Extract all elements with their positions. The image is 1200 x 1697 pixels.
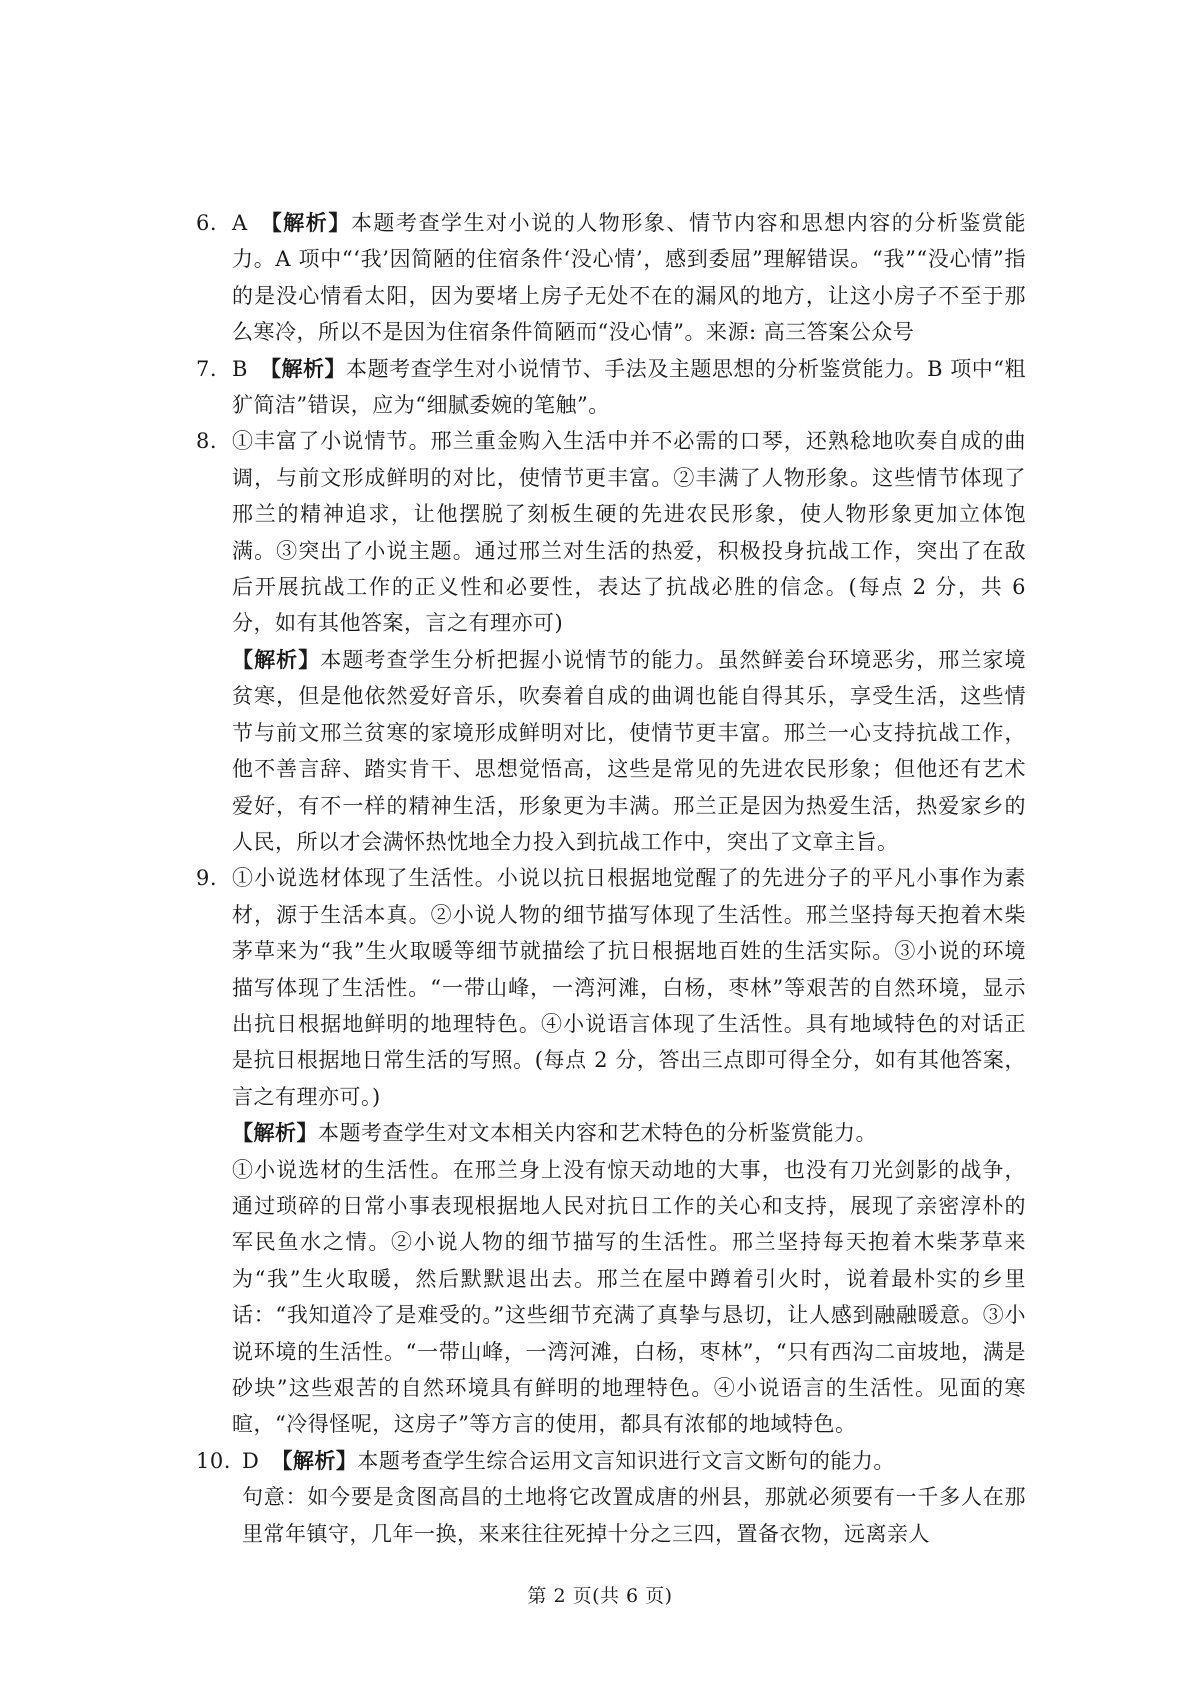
item-body — [232, 205, 1026, 351]
analysis-detail: ①小说选材的生活性。在邢兰身上没有惊天动地的大事，也没有刀光剑影的战争，通过琐碎的日常小事表现根据地人民对抗日工作的关心和支持，展现了亲密淳朴的军民鱼水之情。②小说人物的细节描写的生活性。邢兰坚持每天抱着木柴茅草来为“我”生火取暖，然后默默退出去。邢兰在屋中蹲着引火时，说着最朴实的乡里话：“我知道冷了是难受的。”这些细节充满了真挚与恳切，让人感到融融暖意。③小说环境的生活性。“一带山峰，一湾河滩，白杨，枣林”，“只有西沟二亩坡地，满是砂块”这些艰苦的自然环境具有鲜明的地理特色。④小说语言的生活性。见面的寒暄，“冷得怪呢，这房子”等方言的使用，都具有浓郁的地域特色。 — [232, 1157, 1026, 1437]
analysis-paragraph — [232, 1115, 1026, 1151]
analysis-tag: 【解析】 — [232, 646, 321, 672]
answer-text: ①丰富了小说情节。邢兰重金购入生活中并不必需的口琴，还熟稔地吹奏自成的曲调，与前文形成鲜明的对比，使情节更丰富。②丰满了人物形象。这些情节体现了邢兰的精神追求，让他摆脱了刻板生硬的先进农民形象，使人物形象更加立体饱满。③突出了小说主题。通过邢兰对生活的热爱，积极投身抗战工作，突出了在敌后开展抗战工作的正义性和必要性，表达了抗战必胜的信念。(每点 2 分，共 6 分，如有其他答案，言之有理亦可) — [232, 429, 1026, 636]
item-number: 10. — [196, 1448, 231, 1473]
analysis-tag: 【解析】 — [271, 1447, 358, 1473]
item-number: 7. — [196, 356, 218, 381]
analysis-tag: 【解析】 — [259, 355, 347, 381]
page-number: 第 2 页(共 6 页) — [527, 1585, 673, 1607]
translation-text: 句意：如今要是贪图高昌的土地将它改置成唐的州县，那就必须要有一千多人在那里常年镇守，几年一换，来来往往死掉十分之三四，置备衣物，远离亲人 — [242, 1485, 1026, 1546]
analysis-text: 本题考查学生对小说情节、手法及主题思想的分析鉴赏能力。B 项中“粗犷简洁”错误，应为“细腻委婉的笔触”。 — [232, 356, 1027, 418]
item-answer: B — [232, 356, 248, 381]
analysis-tag: 【解析】 — [259, 210, 351, 235]
analysis-paragraph — [232, 642, 1026, 860]
answer-item-6 — [196, 205, 1026, 351]
item-number: 6. — [196, 211, 218, 235]
analysis-text: 本题考查学生分析把握小说情节的能力。虽然鲜姜台环境恶劣，邢兰家境贫寒，但是他依然爱好音乐，吹奏着自成的曲调也能自得其乐，享受生活，这些情节与前文邢兰贫寒的家境形成鲜明对比，使情节更丰富。邢兰一心支持抗战工作，他不善言辞、踏实肯干、思想觉悟高，这些是常见的先进农民形象；但他还有艺术爱好，有不一样的精神生活，形象更为丰满。邢兰正是因为热爱生活，热爱家乡的人民，所以才会满怀热忱地全力投入到抗战工作中，突出了文章主旨。 — [232, 647, 1027, 854]
analysis-text: 本题考查学生综合运用文言知识进行文言文断句的能力。 — [357, 1448, 895, 1473]
item-answer: D — [242, 1448, 260, 1473]
answer-key-content — [196, 205, 1026, 1552]
analysis-tag: 【解析】 — [232, 1120, 318, 1146]
analysis-text: 本题考查学生对小说的人物形象、情节内容和思想内容的分析鉴赏能力。A 项中“‘我’因简陋的住宿条件‘没心情’，感到委屈”理解错误。“我”“没心情”指的是没心情看太阳，因为要堵上房子无处不在的漏风的地方，让这小房子不至于那么寒冷，所以不是因为住宿条件简陋而“没心情”。来源: 高三答案公众号 — [232, 211, 1027, 345]
item-body — [232, 351, 1026, 424]
answer-item-7 — [196, 351, 1026, 424]
analysis-text: 本题考查学生对文本相关内容和艺术特色的分析鉴赏能力。 — [318, 1121, 877, 1146]
answer-item-9 — [196, 860, 1026, 1443]
item-number: 8. — [196, 429, 218, 454]
answer-item-8 — [196, 423, 1026, 860]
page-footer — [0, 1581, 1200, 1608]
item-body — [242, 1443, 1026, 1479]
answer-item-10 — [196, 1443, 1026, 1552]
item-number: 9. — [196, 866, 218, 891]
answer-text: ①小说选材体现了生活性。小说以抗日根据地觉醒了的先进分子的平凡小事作为素材，源于生活本真。②小说人物的细节描写体现了生活性。邢兰坚持每天抱着木柴茅草来为“我”生火取暖等细节就描绘了抗日根据地百姓的生活实际。③小说的环境描写体现了生活性。“一带山峰，一湾河滩，白杨，枣林”等艰苦的自然环境，显示出抗日根据地鲜明的地理特色。④小说语言体现了生活性。具有地域特色的对话正是抗日根据地日常生活的写照。(每点 2 分，答出三点即可得全分，如有其他答案，言之有理亦可。) — [232, 866, 1026, 1109]
item-answer: A — [232, 211, 248, 235]
